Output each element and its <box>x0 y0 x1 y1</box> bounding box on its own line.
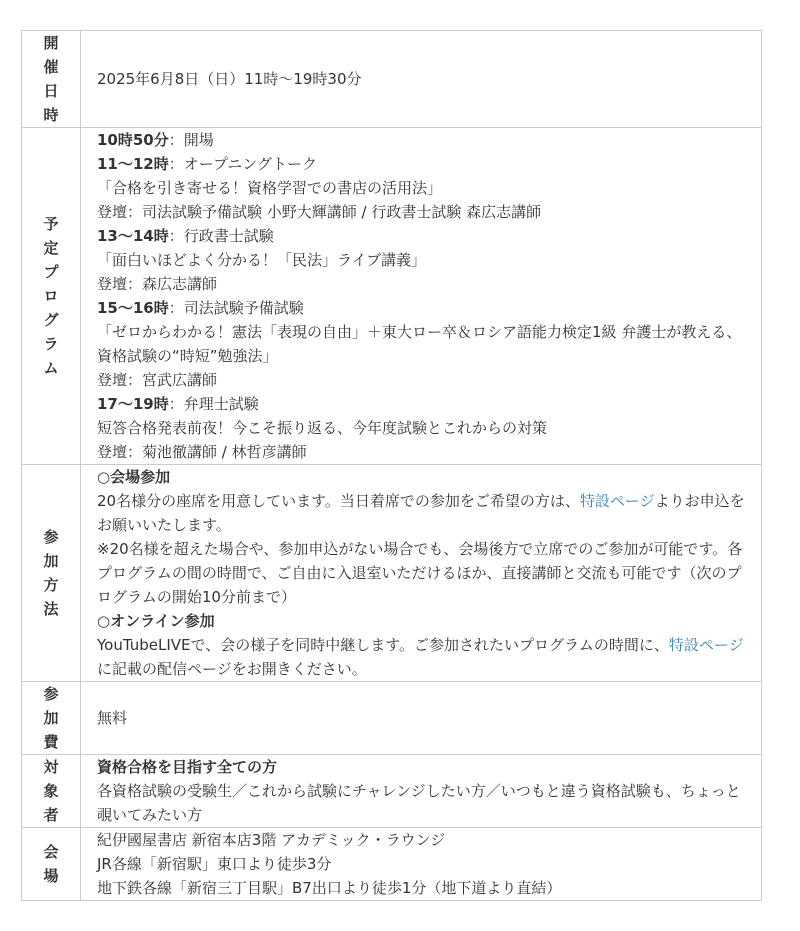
venue-participation-note: ※20名様を超えた場合や、参加申込がない場合でも、会場後方で立席でのご参加が可能です。各プログラムの間の時間で、ご自由に入退室いただけるほか、直接講師と交流も可能です（次のプログラムの開始10分前まで） <box>97 540 743 606</box>
program-s3-speakers: 登壇：宮武広講師 <box>97 371 218 389</box>
program-s1-heading <box>97 152 747 176</box>
online-after: に記載の配信ページをお開きください。 <box>97 660 367 678</box>
online-participation-paragraph <box>97 633 747 681</box>
special-page-link-venue[interactable]: 特設ページ <box>579 492 655 510</box>
venue-participation-heading <box>97 465 747 489</box>
online-participation-heading-text: ○オンライン参加 <box>97 612 215 630</box>
program-cell <box>81 128 762 465</box>
fee-label: 参加費 <box>43 685 59 751</box>
row-date <box>22 31 762 128</box>
program-s1-text: ：オープニングトーク <box>168 155 317 173</box>
date-label: 開催日時 <box>43 34 59 124</box>
program-s1-time: 11〜12時 <box>97 155 169 173</box>
target-heading <box>97 755 747 779</box>
row-participation <box>22 465 762 682</box>
participation-label: 参加方法 <box>43 528 59 618</box>
program-s4-title: 短答合格発表前夜！今こそ振り返る、今年度試験とこれからの対策 <box>97 419 548 437</box>
program-s2-time: 13〜14時 <box>97 227 169 245</box>
target-cell <box>81 755 762 828</box>
online-participation-heading <box>97 609 747 633</box>
row-header-program <box>22 128 81 465</box>
fee-text: 無料 <box>97 709 128 727</box>
program-open-text: ：開場 <box>168 131 214 149</box>
fee-cell <box>81 682 762 755</box>
special-page-link-online[interactable]: 特設ページ <box>668 636 744 654</box>
venue-cell <box>81 828 762 901</box>
online-before: YouTubeLIVEで、会の様子を同時中継します。ご参加されたいプログラムの時間に、 <box>97 636 669 654</box>
program-s4-time: 17〜19時 <box>97 395 169 413</box>
date-text: 2025年6月8日（日）11時〜19時30分 <box>97 70 362 88</box>
venue-line-2: JR各線「新宿駅」東口より徒歩3分 <box>97 855 332 873</box>
row-target <box>22 755 762 828</box>
row-program <box>22 128 762 465</box>
venue-participation-heading-text: ○会場参加 <box>97 468 171 486</box>
program-s2-speakers: 登壇：森広志講師 <box>97 275 218 293</box>
row-header-fee <box>22 682 81 755</box>
program-open <box>97 128 747 152</box>
target-heading-text: 資格合格を目指す全ての方 <box>97 758 278 776</box>
row-fee <box>22 682 762 755</box>
venue-p1-before: 20名様分の座席を用意しています。当日着席での参加をご希望の方は、 <box>97 492 580 510</box>
program-label: 予定プログラム <box>43 215 59 377</box>
row-header-target <box>22 755 81 828</box>
program-s1-speakers: 登壇：司法試験予備試験 小野大輝講師 / 行政書士試験 森広志講師 <box>97 203 542 221</box>
venue-label: 会場 <box>43 843 59 885</box>
row-header-venue <box>22 828 81 901</box>
program-s3-heading <box>97 296 747 320</box>
venue-line-1: 紀伊國屋書店 新宿本店3階 アカデミック・ラウンジ <box>97 831 446 849</box>
row-venue <box>22 828 762 901</box>
program-s4-heading <box>97 392 747 416</box>
row-header-date <box>22 31 81 128</box>
event-info-table <box>21 30 762 901</box>
date-cell <box>81 31 762 128</box>
program-s2-title: 「面白いほどよく分かる！「民法」ライブ講義」 <box>97 251 427 269</box>
program-s3-text: ：司法試験予備試験 <box>168 299 304 317</box>
program-open-time: 10時50分 <box>97 131 169 149</box>
row-header-participation <box>22 465 81 682</box>
venue-p1-after: よりお申込をお願いいたします。 <box>97 492 745 534</box>
program-s1-title: 「合格を引き寄せる！資格学習での書店の活用法」 <box>97 179 443 197</box>
program-s4-speakers: 登壇：菊池徹講師 / 林哲彦講師 <box>97 443 307 461</box>
program-s4-text: ：弁理士試験 <box>168 395 259 413</box>
venue-line-3: 地下鉄各線「新宿三丁目駅」B7出口より徒歩1分（地下道より直結） <box>97 879 562 897</box>
participation-cell <box>81 465 762 682</box>
program-s2-heading <box>97 224 747 248</box>
venue-participation-paragraph <box>97 489 747 537</box>
program-s2-text: ：行政書士試験 <box>168 227 274 245</box>
program-s3-title: 「ゼロからわかる！憲法「表現の自由」＋東大ロー卒＆ロシア語能力検定1級 弁護士が教える、資格試験の“時短”勉強法」 <box>97 323 742 365</box>
target-text: 各資格試験の受験生／これから試験にチャレンジしたい方／いつもと違う資格試験も、ちょっと覗いてみたい方 <box>97 782 741 824</box>
target-label: 対象者 <box>43 758 59 824</box>
program-s3-time: 15〜16時 <box>97 299 169 317</box>
